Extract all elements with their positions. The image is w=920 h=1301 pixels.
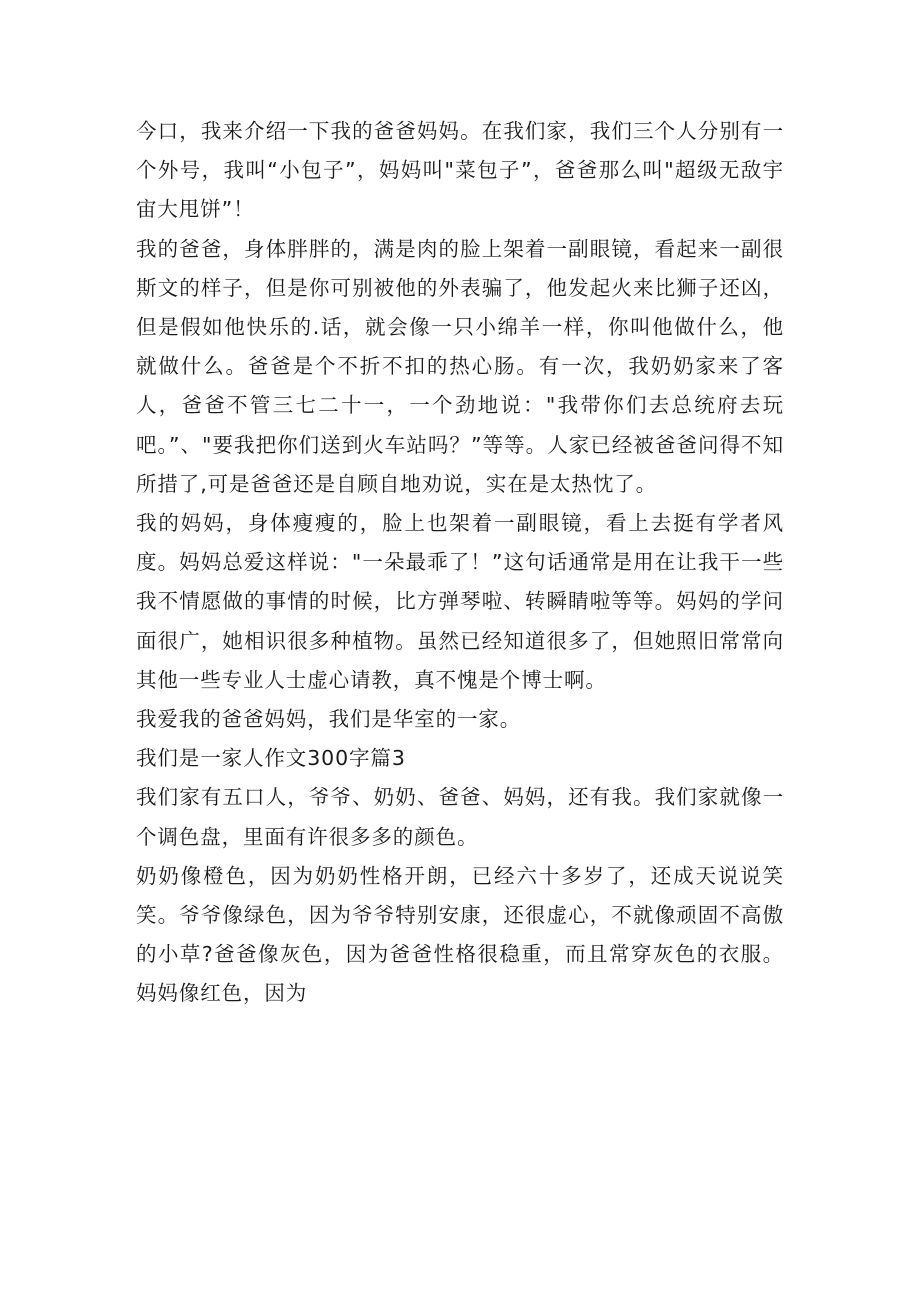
- document-body: [136, 112, 784, 1014]
- paragraph-intro: 今口，我来介绍一下我的爸爸妈妈。在我们家，我们三个人分别有一个外号，我叫“小包子”，妈妈叫"菜包子”，爸爸那么叫"超级无敌宇宙大甩饼”！: [136, 119, 784, 222]
- paragraph-colors: 奶奶像橙色，因为奶奶性格开朗，已经六十多岁了，还成天说说笑笑。爷爷像绿色，因为爷爷特别安康，还很虚心，不就像顽固不高傲的小草?爸爸像灰色，因为爸爸性格很稳重，而且常穿灰色的衣服。妈妈像红色，因为: [136, 863, 784, 1006]
- paragraph-father: 我的爸爸，身体胖胖的，满是肉的脸上架着一副眼镜，看起来一副很斯文的样子，但是你可别被他的外表骗了，他发起火来比狮子还凶，但是假如他快乐的.话，就会像一只小绵羊一样，你叫他做什么，他就做什么。爸爸是个不折不扣的热心肠。有一次，我奶奶家来了客人，爸爸不管三七二十一，一个劲地说："我带你们去总统府去玩吧。”、"要我把你们送到火车站吗？”等等。人家已经被爸爸问得不知所措了,可是爸爸还是自顾自地劝说，实在是太热忱了。: [136, 236, 784, 496]
- section-heading: 我们是一家人作文300字篇3: [136, 746, 406, 771]
- paragraph-mother: 我的妈妈，身体瘦瘦的，脸上也架着一副眼镜，看上去挺有学者风度。妈妈总爱这样说："一朵最乖了！”这句话通常是用在让我干一些我不情愿做的事情的时候，比方弹琴啦、转瞬睛啦等等。妈妈的学问面很广，她相识很多种植物。虽然已经知道很多了，但她照旧常常向其他一些专业人士虚心请教，真不愧是个博士啊。: [136, 511, 784, 692]
- paragraph-family-members: 我们家有五口人，爷爷、奶奶、爸爸、妈妈，还有我。我们家就像一个调色盘，里面有许很多多的颜色。: [136, 785, 784, 849]
- paragraph-conclusion: 我爱我的爸爸妈妈，我们是华室的一家。: [136, 707, 522, 732]
